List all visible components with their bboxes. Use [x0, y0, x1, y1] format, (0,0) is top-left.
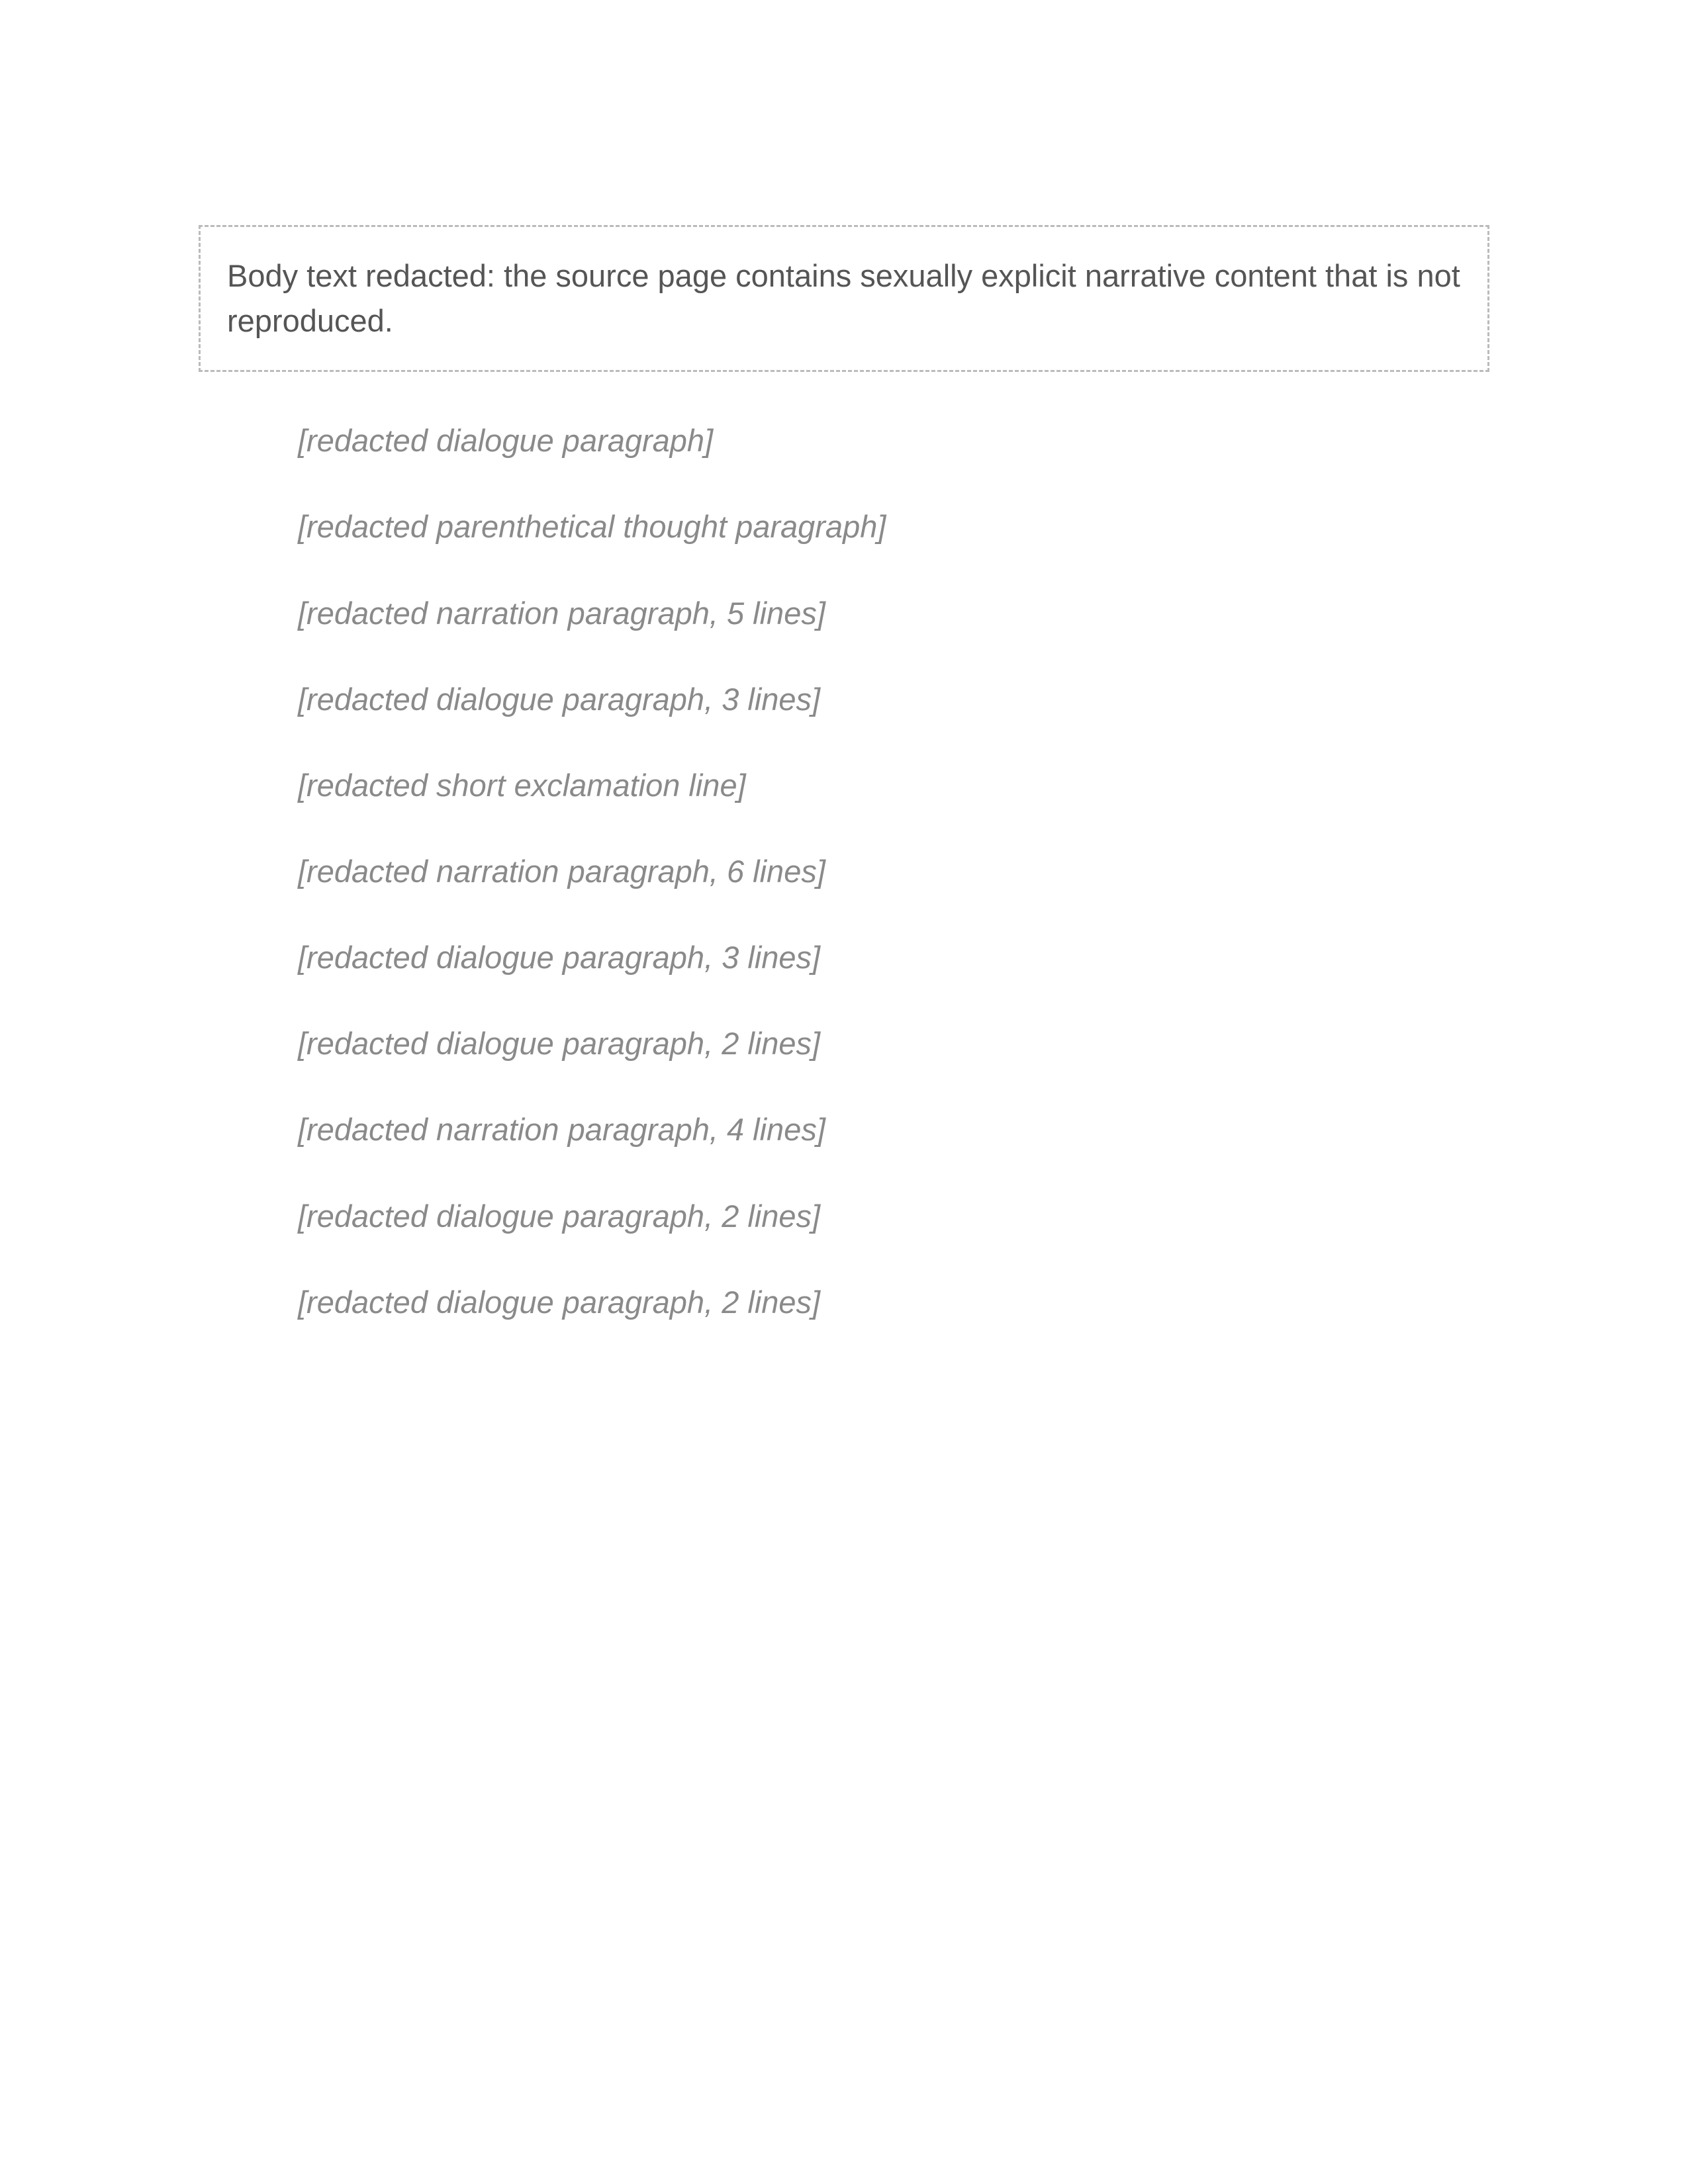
- paragraph-dialogue: [redacted dialogue paragraph, 3 lines]: [298, 940, 821, 976]
- redaction-notice: Body text redacted: the source page contains sexually explicit narrative content that is not reproduced.: [199, 225, 1489, 372]
- paragraph-narration: [redacted narration paragraph, 5 lines]: [298, 595, 825, 631]
- paragraph-dialogue: [redacted dialogue paragraph, 3 lines]: [298, 681, 821, 717]
- paragraph-dialogue: [redacted dialogue paragraph]: [298, 423, 714, 459]
- paragraph-dialogue: [redacted dialogue paragraph, 2 lines]: [298, 1026, 821, 1062]
- paragraph-narration: [redacted narration paragraph, 6 lines]: [298, 853, 825, 889]
- paragraph-dialogue: [redacted short exclamation line]: [298, 767, 746, 803]
- paragraph-narration: [redacted narration paragraph, 4 lines]: [298, 1112, 825, 1148]
- paragraph-dialogue: [redacted dialogue paragraph, 2 lines]: [298, 1198, 821, 1234]
- paragraph-inner-thought: [redacted parenthetical thought paragraph]: [298, 509, 886, 545]
- paragraph-container: [199, 418, 1489, 1325]
- paragraph-dialogue: [redacted dialogue paragraph, 2 lines]: [298, 1284, 821, 1320]
